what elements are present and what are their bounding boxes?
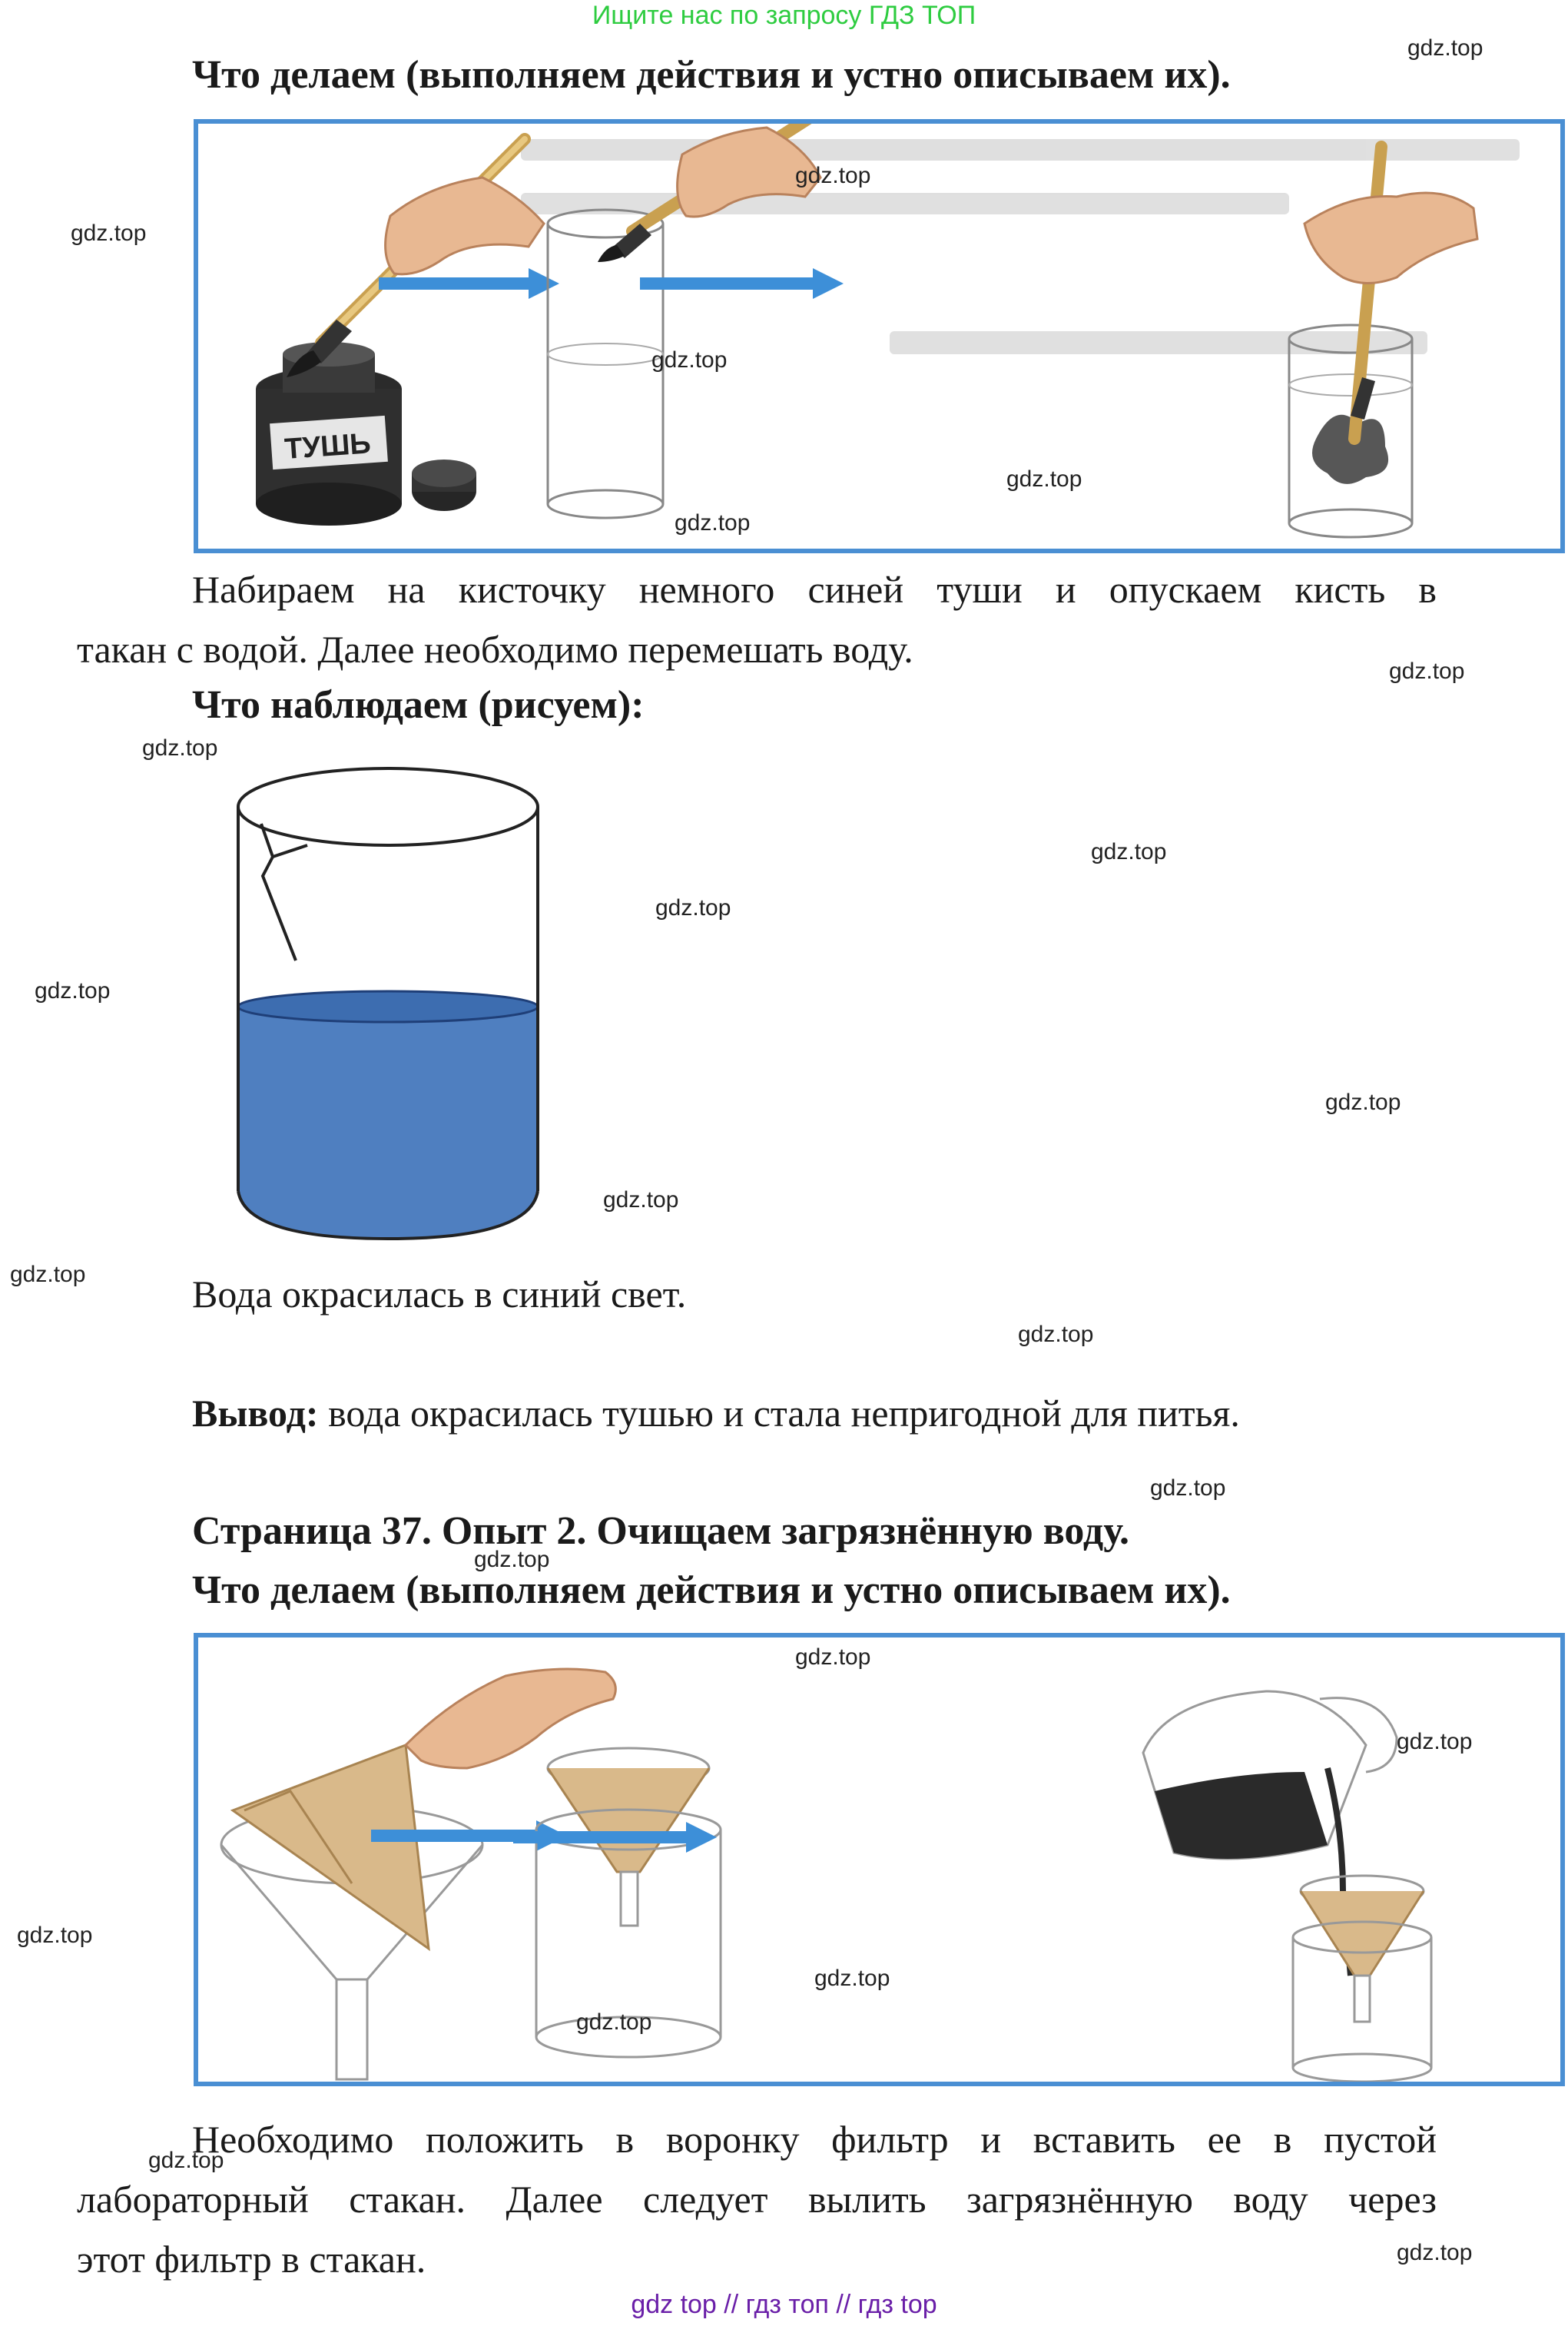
watermark: gdz.top [474,1547,550,1572]
watermark: gdz.top [795,163,871,188]
watermark: gdz.top [795,1644,871,1670]
funnel-with-filter-icon [221,1669,615,2079]
section2-description-line1: Необходимо положить в воронку фильтр и вставить ее в пустой [192,2118,1437,2161]
section2-title: Страница 37. Опыт 2. Очищаем загрязнённую воду. [192,1509,1130,1553]
section1-description-line2: такан с водой. Далее необходимо перемешать воду. [77,628,913,671]
arrow-right-icon-2 [640,268,844,299]
watermark: gdz.top [1091,839,1167,864]
blue-water-beaker-drawing [230,761,553,1253]
watermark: gdz.top [10,1262,86,1287]
watermark: gdz.top [651,347,728,373]
ink-experiment-panel [194,119,1565,553]
filter-experiment-illustration [198,1637,1560,2082]
search-banner[interactable]: Ищите нас по запросу ГДЗ ТОП [592,1,976,30]
watermark: gdz.top [1150,1475,1226,1501]
watermark: gdz.top [17,1923,93,1948]
watermark: gdz.top [603,1187,679,1213]
section1-heading: Что делаем (выполняем действия и устно описываем их). [192,53,1231,97]
conclusion [192,1391,1240,1435]
watermark: gdz.top [675,510,751,536]
watermark: gdz.top [1389,659,1465,684]
watermark: gdz.top [35,978,111,1004]
watermark: gdz.top [576,2009,652,2035]
section1-description-line1: Набираем на кисточку немного синей туши и опускаем кисть в [192,568,1437,611]
filter-experiment-panel [194,1633,1565,2086]
watermark: gdz.top [1397,1729,1473,1754]
observe-heading: Что наблюдаем (рисуем): [192,683,645,727]
hand-with-brush-icon-1 [287,139,544,377]
footer-links[interactable]: gdz top // гдз топ // гдз top [631,2290,937,2319]
watermark: gdz.top [148,2148,224,2173]
section2-description [77,2109,1437,2289]
watermark: gdz.top [814,1966,890,1991]
section2-description-line3: этот фильтр в стакан. [77,2238,426,2281]
conclusion-label: Вывод: [192,1392,319,1435]
watermark: gdz.top [1397,2240,1473,2265]
observation-text: Вода окрасилась в синий свет. [192,1272,687,1316]
section2-description-line2: лабораторный стакан. Далее следует вылить загрязнённую воду через [77,2178,1437,2221]
glass-with-filter-icon-2 [1293,1876,1431,2082]
watermark: gdz.top [142,735,218,761]
watermark: gdz.top [71,221,147,246]
section2-heading: Что делаем (выполняем действия и устно описываем их). [192,1568,1231,1612]
watermark: gdz.top [655,895,731,921]
watermark: gdz.top [1018,1322,1094,1347]
section1-description [77,559,1437,679]
ink-bottle-label: ТУШЬ [283,427,373,466]
watermark: gdz.top [1325,1090,1401,1115]
glass-with-brush-icon [548,124,824,518]
conclusion-text: вода окрасилась тушью и стала непригодной для питья. [318,1392,1240,1435]
watermark: gdz.top [1407,35,1483,61]
watermark: gdz.top [1006,466,1082,492]
ink-experiment-illustration [198,124,1560,549]
